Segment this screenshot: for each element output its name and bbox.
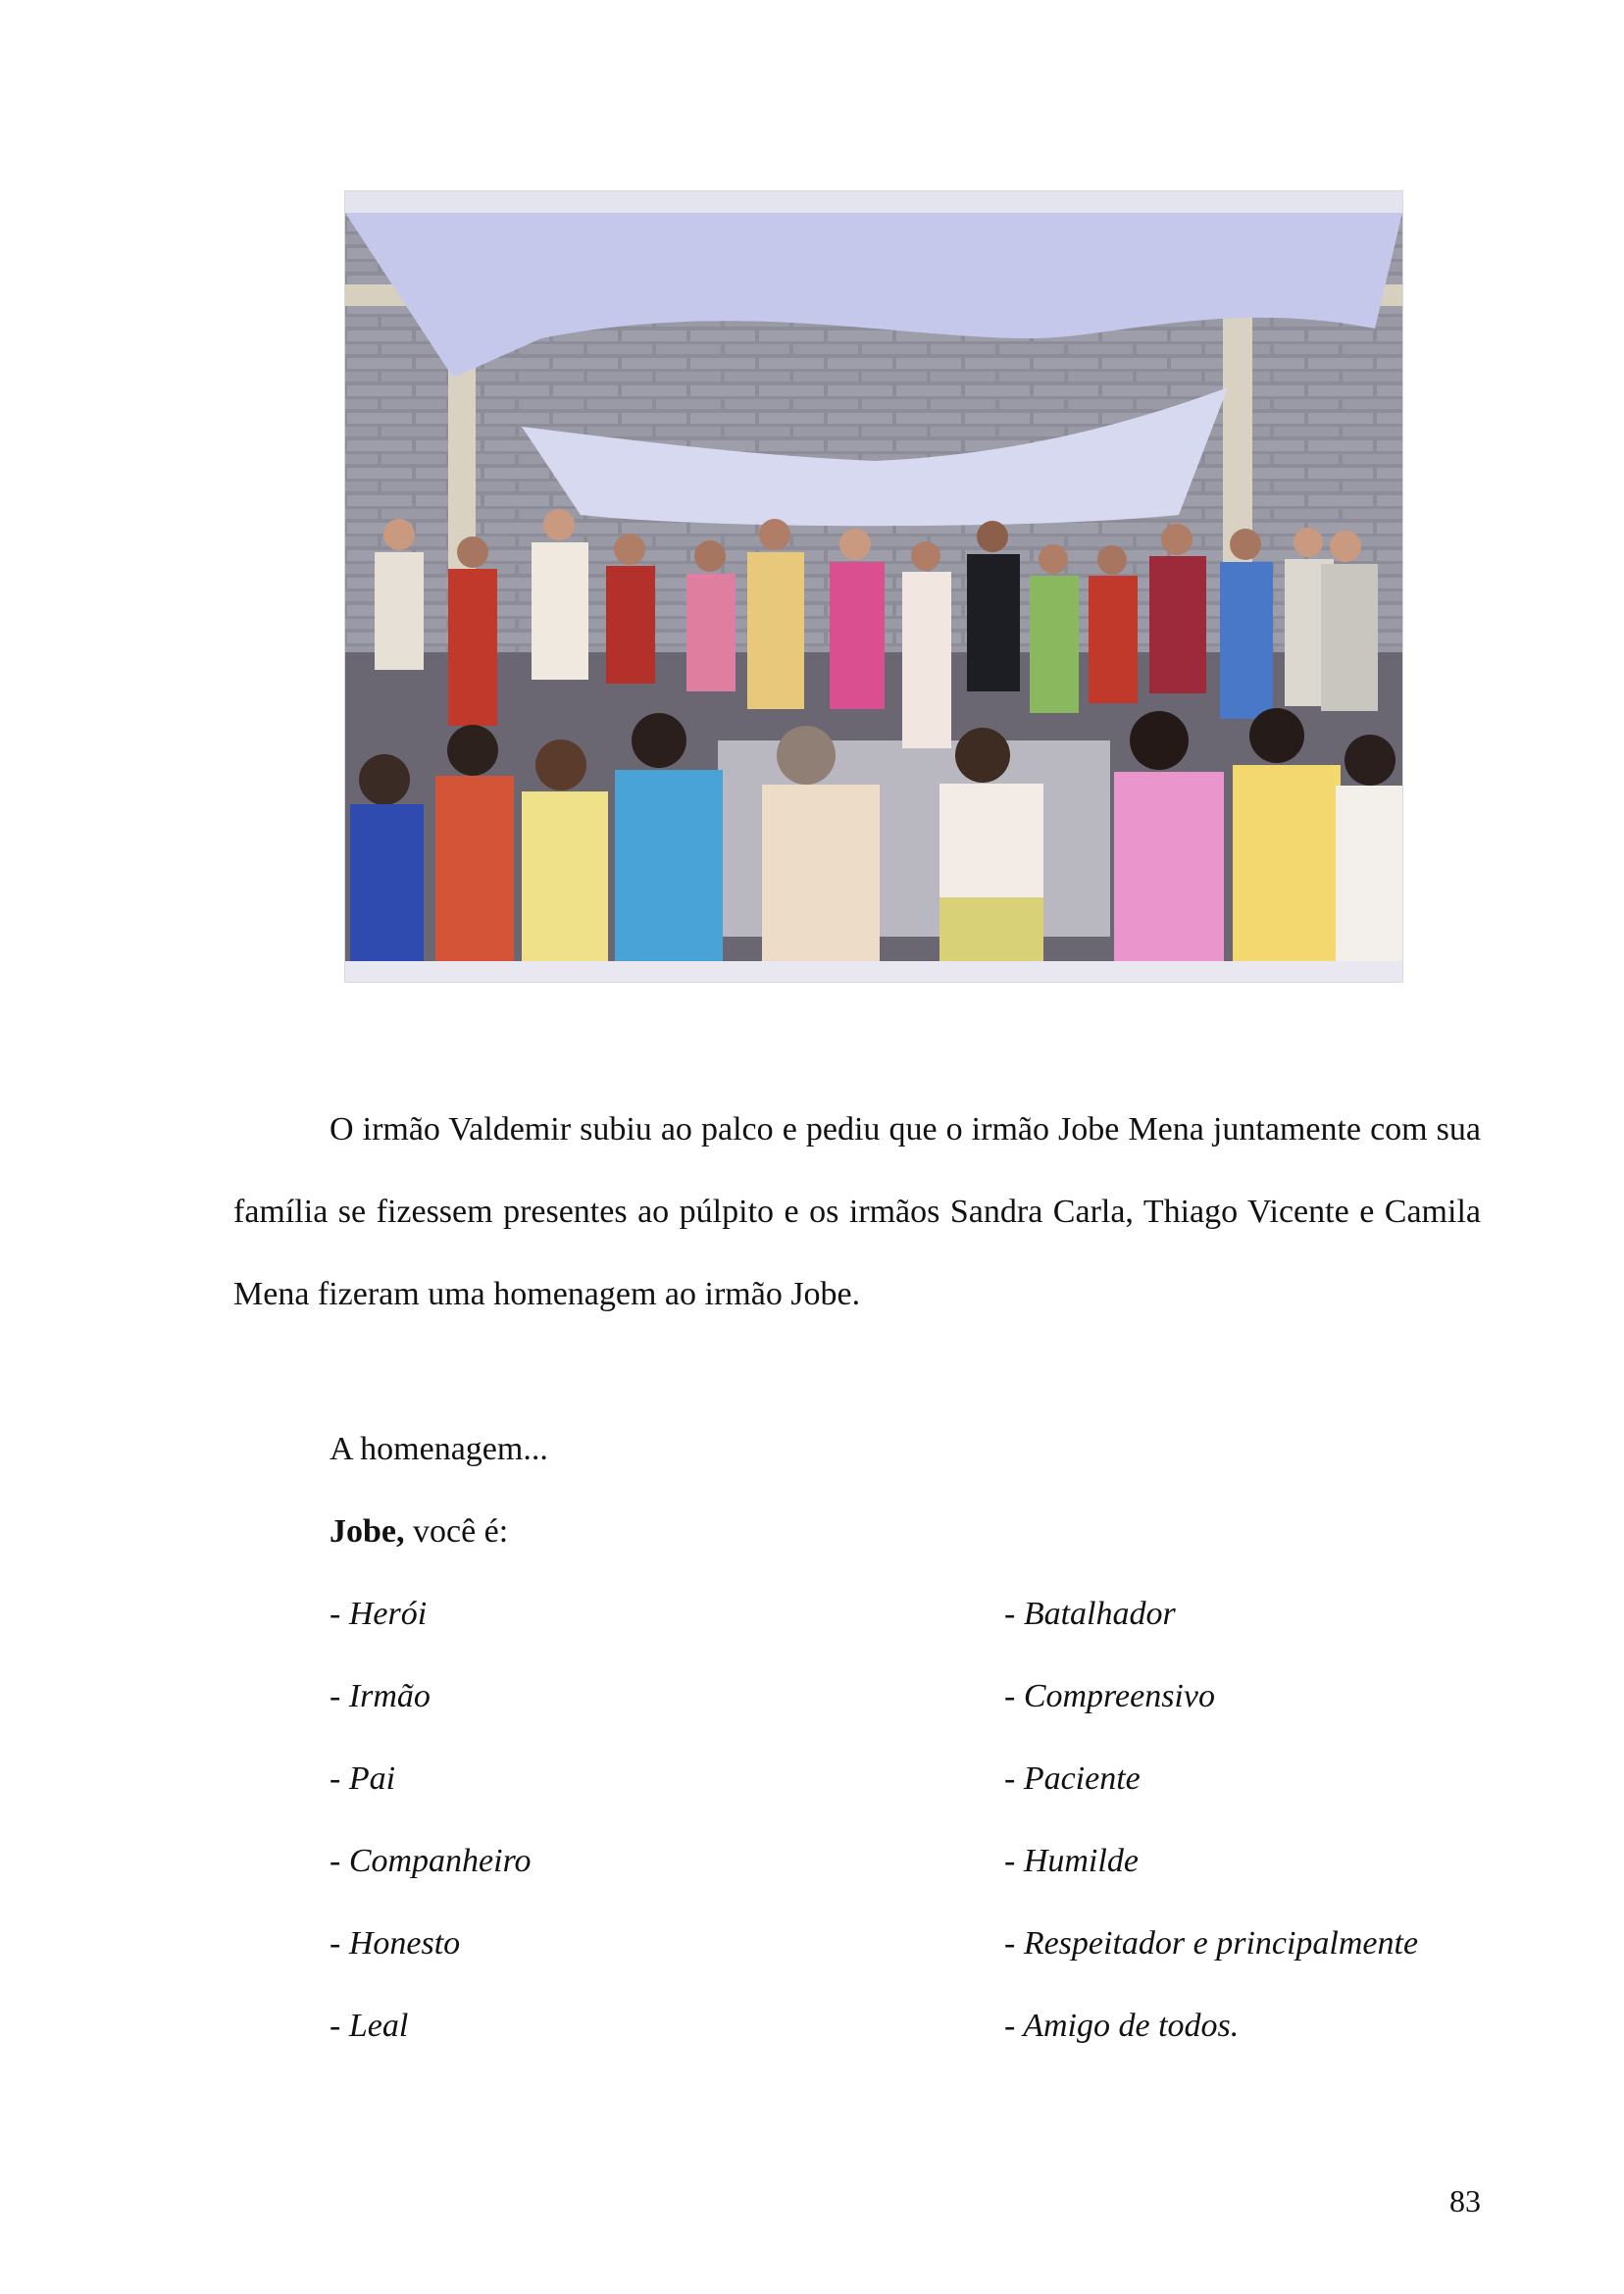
quality-item: - Herói <box>330 1596 428 1632</box>
quality-item: - Companheiro <box>330 1843 532 1879</box>
quality-item: - Irmão <box>330 1678 431 1714</box>
quality-item: - Honesto <box>330 1925 461 1962</box>
body-paragraph: O irmão Valdemir subiu ao palco e pediu que o irmão Jobe Mena juntamente com sua família se fizessem presentes ao púlpito e os irmãos Sandra Carla, Thiago Vicente e Camila Mena fizeram uma homenagem ao irmão Jobe. <box>233 1111 1481 1312</box>
quality-item: - Leal <box>330 2008 409 2044</box>
quality-item: - Pai <box>330 1760 396 1797</box>
quality-item: - Batalhador <box>1004 1596 1176 1632</box>
quality-item: - Paciente <box>1004 1760 1141 1797</box>
quality-item: - Compreensivo <box>1004 1678 1215 1714</box>
tribute-intro: A homenagem... <box>330 1431 548 1467</box>
tribute-lead-rest: você é: <box>404 1513 509 1550</box>
quality-item: - Humilde <box>1004 1843 1139 1879</box>
quality-item: - Respeitador e principalmente <box>1004 1925 1419 1962</box>
page-number: 83 <box>1449 2183 1481 2218</box>
stage-photo <box>345 191 1402 982</box>
quality-item: - Amigo de todos. <box>1004 2008 1240 2044</box>
tribute-lead <box>330 1512 508 1552</box>
tribute-name: Jobe, <box>330 1513 405 1550</box>
